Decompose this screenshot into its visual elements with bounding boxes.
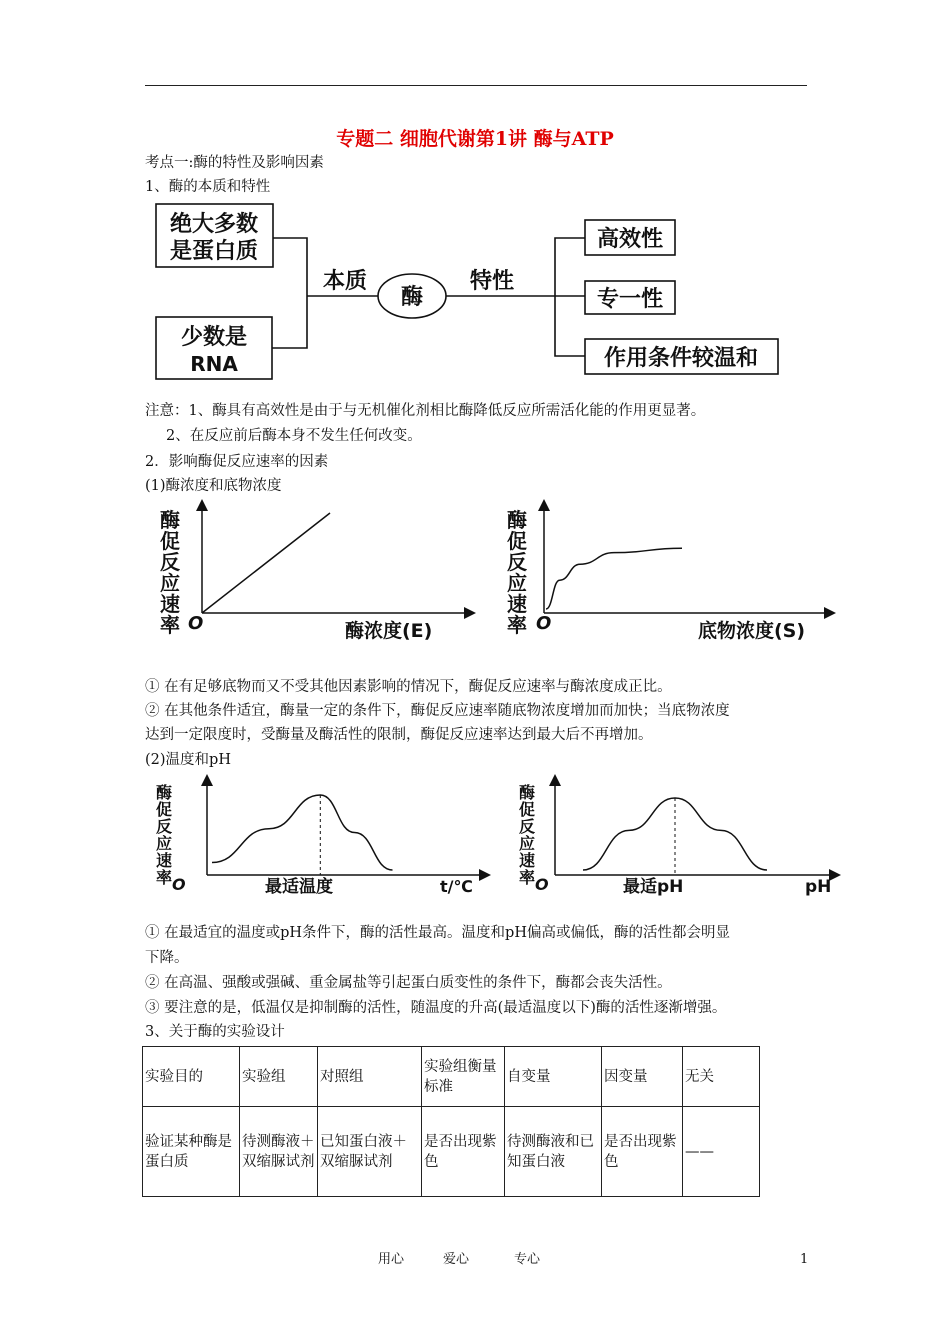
para-5: ③ 要注意的是，低温仅是抑制酶的活性，随温度的升高(最适温度以下)酶的活性逐渐增强。 <box>145 1000 727 1016</box>
note-2: 2、在反应前后酶本身不发生任何改变。 <box>166 428 422 444</box>
y-label-char: 率 <box>518 868 536 887</box>
footer-right: 专心 <box>514 1252 541 1267</box>
th-experiment: 实验组 <box>240 1047 318 1107</box>
y-label <box>160 508 180 637</box>
y-label-char: 反 <box>507 550 527 574</box>
para-4: ② 在高温、强酸或强碱、重金属盐等引起蛋白质变性的条件下，酶都会丧失活性。 <box>145 975 672 991</box>
y-label-char: 酶 <box>518 783 536 802</box>
section2-heading: 2．影响酶促反应速率的因素 <box>145 454 329 470</box>
y-label-char: 反 <box>518 817 536 836</box>
tick-label: 最适温度 <box>265 877 333 897</box>
y-label-char: 率 <box>160 613 180 637</box>
box-rna-line2: RNA <box>190 352 238 376</box>
series-line <box>546 548 682 609</box>
y-label-char: 促 <box>160 529 180 553</box>
para-3a: ① 在最适宜的温度或pH条件下，酶的活性最高。温度和pH偏高或偏低，酶的活性都会明显 <box>145 925 730 941</box>
y-label-char: 率 <box>155 868 173 887</box>
y-label-char: 反 <box>155 817 173 836</box>
box-rna-line1: 少数是 <box>180 325 248 350</box>
y-label <box>519 783 535 887</box>
cell-independent: 待测酶液和已知蛋白液 <box>505 1107 602 1197</box>
y-label-char: 促 <box>155 800 173 819</box>
y-label-char: 酶 <box>155 783 173 802</box>
section3-heading: 3、关于酶的实验设计 <box>145 1024 285 1040</box>
y-label-char: 速 <box>507 592 527 616</box>
note-1: 注意：1、酶具有高效性是由于与无机催化剂相比酶降低反应所需活化能的作用更显著。 <box>145 403 706 419</box>
y-label-char: 促 <box>518 800 536 819</box>
y-label-char: 应 <box>160 571 180 595</box>
x-label: t/℃ <box>440 877 473 896</box>
footer-page: 1 <box>800 1252 809 1267</box>
para-3b: 下降。 <box>145 950 189 966</box>
experiment-table <box>142 1046 760 1197</box>
cell-irrelevant: —— <box>683 1107 760 1197</box>
chart-temperature <box>150 770 495 900</box>
y-label <box>507 508 527 637</box>
y-label-char: 应 <box>518 834 536 853</box>
cell-experiment: 待测酶液＋双缩脲试剂 <box>240 1107 318 1197</box>
label-nature: 本质 <box>322 269 368 294</box>
th-control: 对照组 <box>318 1047 422 1107</box>
cell-purpose: 验证某种酶是蛋白质 <box>143 1107 240 1197</box>
para-2a: ② 在其他条件适宜，酶量一定的条件下，酶促反应速率随底物浓度增加而加快；当底物浓度 <box>145 703 730 719</box>
prop-3: 作用条件较温和 <box>603 346 759 371</box>
chart-substrate-conc <box>500 495 860 655</box>
bracket-left <box>272 238 307 348</box>
y-label-char: 应 <box>507 571 527 595</box>
para-2b: 达到一定限度时，受酶量及酶活性的限制，酶促反应速率达到最大后不再增加。 <box>145 727 653 743</box>
page-title: 专题二 细胞代谢第1讲 酶与ATP <box>336 128 614 150</box>
tick-label: 最适pH <box>623 877 684 897</box>
y-label <box>156 783 172 887</box>
x-label: 底物浓度(S) <box>698 620 806 642</box>
prop-1: 高效性 <box>596 227 664 252</box>
footer-left: 用心 <box>378 1252 405 1267</box>
y-label-char: 速 <box>518 851 536 870</box>
th-purpose: 实验目的 <box>143 1047 240 1107</box>
top-rule <box>145 85 807 86</box>
th-irrelevant: 无关 <box>683 1047 760 1107</box>
label-property: 特性 <box>469 269 515 294</box>
y-label-char: 酶 <box>160 508 180 532</box>
sub2-heading: (2)温度和pH <box>145 752 231 768</box>
concept-map <box>140 198 800 388</box>
x-label: 酶浓度(E) <box>345 620 433 642</box>
y-label-char: 应 <box>155 834 173 853</box>
chart-ph <box>505 770 850 900</box>
th-independent: 自变量 <box>505 1047 602 1107</box>
origin: O <box>188 613 204 634</box>
x-label: pH <box>805 877 832 897</box>
y-label-char: 速 <box>160 592 180 616</box>
prop-2: 专一性 <box>596 287 664 312</box>
table-row <box>143 1107 760 1197</box>
footer-mid: 爱心 <box>443 1252 470 1267</box>
y-label-char: 速 <box>155 851 173 870</box>
series-line <box>212 795 393 870</box>
series-line <box>202 513 330 613</box>
y-label-char: 促 <box>507 529 527 553</box>
origin: O <box>535 875 549 894</box>
cell-dependent: 是否出现紫色 <box>602 1107 683 1197</box>
center-label: 酶 <box>400 285 424 310</box>
box-protein-line2: 是蛋白质 <box>169 239 259 264</box>
origin: O <box>172 875 186 894</box>
th-dependent: 因变量 <box>602 1047 683 1107</box>
y-label-char: 酶 <box>507 508 527 532</box>
cell-standard: 是否出现紫色 <box>422 1107 505 1197</box>
para-1: ① 在有足够底物而又不受其他因素影响的情况下，酶促反应速率与酶浓度成正比。 <box>145 679 672 695</box>
point1-heading: 考点一:酶的特性及影响因素 <box>145 155 324 171</box>
th-standard: 实验组衡量标准 <box>422 1047 505 1107</box>
cell-control: 已知蛋白液＋双缩脲试剂 <box>318 1107 422 1197</box>
y-label-char: 率 <box>507 613 527 637</box>
table-header-row <box>143 1047 760 1107</box>
section1-heading: 1、酶的本质和特性 <box>145 179 271 195</box>
origin: O <box>536 613 552 634</box>
bracket-right <box>555 238 585 356</box>
sub1-heading: (1)酶浓度和底物浓度 <box>145 478 282 494</box>
chart-enzyme-conc <box>150 495 480 655</box>
y-label-char: 反 <box>160 550 180 574</box>
box-protein-line1: 绝大多数 <box>169 212 259 237</box>
